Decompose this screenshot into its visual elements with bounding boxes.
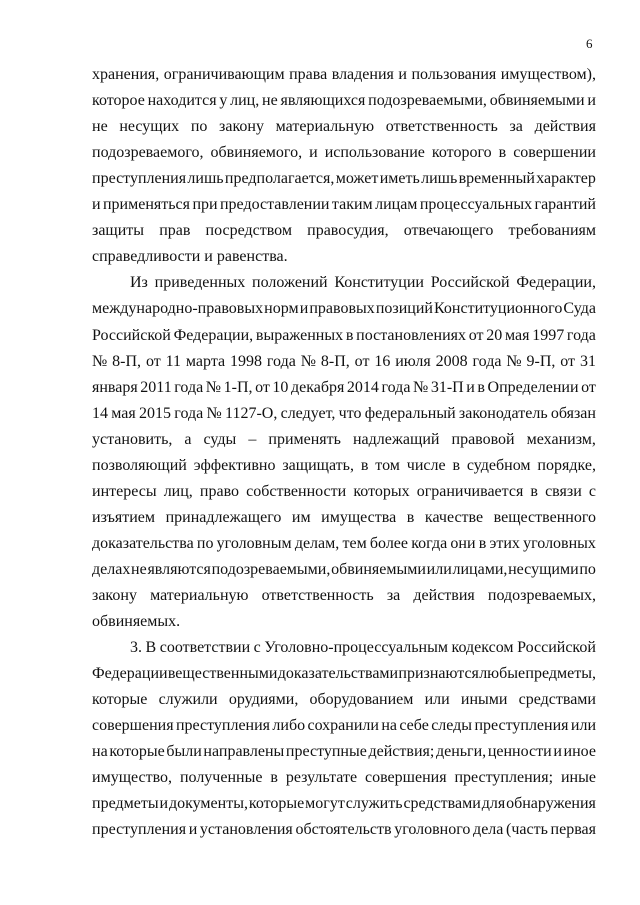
word: применяться <box>102 196 191 214</box>
word: лишь <box>421 170 458 188</box>
word: полученные <box>179 769 263 787</box>
word: на <box>92 743 108 761</box>
word: для <box>481 795 506 813</box>
word: пользования <box>411 66 497 83</box>
word: иными <box>460 691 508 709</box>
word: которого <box>431 144 492 162</box>
word: отвечающего <box>403 222 494 240</box>
word: права <box>289 66 328 83</box>
word: совершения <box>364 769 447 787</box>
text-line <box>92 791 596 817</box>
word: правосудия, <box>307 222 389 240</box>
word: установить, <box>92 430 173 448</box>
word: преступления; <box>454 769 554 787</box>
word: делам, <box>294 534 340 552</box>
word: за <box>386 587 401 604</box>
word: Федерации, <box>516 274 596 292</box>
word: механизм, <box>526 430 596 448</box>
word: 9-П, <box>526 352 556 370</box>
word: № <box>506 352 522 370</box>
word: по <box>579 560 596 578</box>
word: предоставлении <box>219 196 330 214</box>
word: может <box>335 170 379 188</box>
word: и <box>553 743 562 761</box>
word: применять <box>268 430 341 448</box>
word: года <box>566 326 596 344</box>
text-line <box>92 687 596 713</box>
word: в <box>498 144 507 162</box>
word: предполагается, <box>224 170 335 188</box>
word: от <box>468 326 484 344</box>
word: являются <box>147 560 211 578</box>
word: по <box>196 534 214 552</box>
word: ответственность <box>261 587 374 604</box>
text-line <box>92 583 596 609</box>
word: марта <box>185 352 226 370</box>
word: интересы <box>92 482 157 500</box>
text-line <box>92 557 596 583</box>
word: от <box>255 378 270 396</box>
word: собственности <box>246 482 347 500</box>
word: характер <box>536 170 596 188</box>
word: признаются <box>398 665 479 683</box>
word: ценности <box>487 743 552 761</box>
word: надлежащий <box>352 430 440 448</box>
word: на <box>381 717 397 735</box>
word: и <box>299 300 309 318</box>
word: у <box>219 92 228 110</box>
word: судебном <box>466 456 531 474</box>
text-line <box>92 166 596 192</box>
word: уголовного <box>394 821 471 839</box>
word: Конституции <box>334 274 424 292</box>
word: января <box>92 378 138 396</box>
word: 2008 <box>435 352 468 370</box>
word: Российской <box>517 639 596 657</box>
word: процессуальных <box>419 196 533 214</box>
word: иметь <box>379 170 420 188</box>
word: преступления <box>175 717 271 735</box>
word: 1-П, <box>223 378 253 396</box>
word: июля <box>395 352 431 370</box>
word: года <box>381 378 411 396</box>
word: средствами <box>518 691 596 709</box>
word: себе <box>399 717 429 735</box>
word: вещественного <box>493 508 596 526</box>
word: ответственность <box>385 118 498 136</box>
word: вещественными <box>167 665 278 683</box>
word: или <box>570 717 596 735</box>
word: порядке, <box>537 456 596 474</box>
word: закону <box>219 118 264 136</box>
word: Уголовно-процессуальным <box>264 639 448 657</box>
word: тем <box>342 534 367 552</box>
word: мая <box>111 404 136 422</box>
word: при <box>192 196 218 214</box>
word: Российской <box>430 274 510 292</box>
word: в <box>270 769 278 787</box>
word: действия <box>413 587 475 604</box>
word: закону <box>92 587 137 604</box>
word: могут <box>305 795 345 813</box>
word: установления <box>199 821 293 839</box>
word: преступления <box>92 821 187 839</box>
word: не <box>92 118 108 136</box>
text-line <box>92 453 596 479</box>
word: связи <box>545 482 582 500</box>
text-line <box>92 375 596 401</box>
word: имуществом), <box>500 66 596 83</box>
word: которые <box>109 743 165 761</box>
text-line <box>92 739 596 765</box>
word: когда <box>411 534 448 552</box>
word: совершении <box>513 144 596 162</box>
text-line <box>92 140 596 166</box>
word: прав <box>159 222 191 240</box>
word: в <box>452 456 460 474</box>
word: соответствии <box>159 639 251 657</box>
word: имущество, <box>92 769 173 787</box>
word: результате <box>285 769 358 787</box>
word: выраженных <box>255 326 344 344</box>
word: следует, <box>280 404 336 422</box>
word: совершения <box>92 717 174 735</box>
word: обвиняемыми <box>331 560 426 578</box>
word: следы <box>431 717 473 735</box>
word: 2015 <box>139 404 172 422</box>
word: в <box>477 378 485 396</box>
text-line <box>92 114 596 140</box>
word: от <box>145 352 161 370</box>
word: 3. <box>130 639 142 657</box>
word: несущих <box>119 118 180 136</box>
word: международно-правовых <box>92 300 264 318</box>
word: Федерации, <box>173 326 254 344</box>
word: 8-П, <box>320 352 350 370</box>
word: Российской <box>92 326 171 344</box>
word: за <box>509 118 523 136</box>
text-line <box>92 479 596 505</box>
word: и <box>159 795 169 813</box>
word: мая <box>504 326 530 344</box>
word: 11 <box>165 352 182 370</box>
text-line <box>92 661 596 687</box>
word: доказательства <box>92 534 194 552</box>
word: подозреваемыми, <box>368 92 487 110</box>
word: защиты <box>92 222 145 240</box>
word: обязан <box>550 404 596 422</box>
word: с <box>588 482 596 500</box>
word: 2011 <box>140 378 172 396</box>
word: № <box>300 352 316 370</box>
word: в <box>478 534 487 552</box>
word: с <box>253 639 261 657</box>
word: действия; <box>368 743 435 761</box>
word: которые <box>92 691 148 709</box>
word: № <box>412 378 429 396</box>
word: подозреваемыми, <box>211 560 331 578</box>
word: преступления <box>92 170 187 188</box>
word: Суда <box>563 300 596 318</box>
word: ограничивающим <box>163 66 285 83</box>
word: суды <box>203 430 237 448</box>
word: хранения, <box>92 66 160 83</box>
word: или <box>424 691 450 709</box>
word: от <box>560 352 576 370</box>
word: которые <box>248 795 305 813</box>
word: а <box>184 430 192 448</box>
word: уголовным <box>216 534 292 552</box>
word: материальную <box>150 587 249 604</box>
word: декабря <box>290 378 345 396</box>
word: направлены <box>203 743 285 761</box>
word: ограничивается <box>416 482 524 500</box>
word: Из <box>130 274 148 292</box>
word: обвиняемыми <box>489 92 585 110</box>
word: положений <box>252 274 328 292</box>
word: в <box>345 326 354 344</box>
word: – <box>248 430 257 448</box>
word: предметы, <box>525 665 596 683</box>
word: и <box>466 378 475 396</box>
word: не <box>262 92 278 110</box>
word: и <box>309 144 318 162</box>
word: в <box>406 508 415 526</box>
word: находится <box>147 92 217 110</box>
word: лиц, <box>163 482 193 500</box>
word: 1997 <box>532 326 565 344</box>
word: приведенных <box>154 274 246 292</box>
word: преступления <box>474 717 569 735</box>
word: иное <box>563 743 596 761</box>
word: гарантий <box>534 196 596 214</box>
word: года <box>266 352 296 370</box>
text-line <box>92 427 596 453</box>
word: иные <box>560 769 596 787</box>
word: что <box>338 404 362 422</box>
word: от <box>581 378 596 396</box>
word: доказательствами <box>277 665 399 683</box>
word: года <box>174 378 204 396</box>
word: в <box>360 456 369 474</box>
text-line <box>92 765 596 791</box>
word: и <box>398 66 407 83</box>
line-text: справедливости и равенства. <box>92 248 288 266</box>
word: 2014 <box>346 378 379 396</box>
word: Федерации <box>92 665 168 683</box>
text-line <box>92 531 596 557</box>
word: лицами, <box>452 560 508 578</box>
word: посредством <box>205 222 292 240</box>
text-line <box>130 635 596 661</box>
word: предметы <box>92 795 159 813</box>
word: требованиям <box>508 222 596 240</box>
word: Определении <box>487 378 579 396</box>
word: сохранили <box>307 717 379 735</box>
text-line <box>92 349 596 375</box>
word: № <box>206 404 222 422</box>
word: лицам <box>375 196 418 214</box>
word: и <box>188 821 198 839</box>
word: использование <box>324 144 425 162</box>
word: эффективно <box>193 456 276 474</box>
word: являющихся <box>280 92 366 110</box>
text-line <box>92 609 596 635</box>
word: любые <box>479 665 526 683</box>
text-line <box>92 817 596 843</box>
word: кодексом <box>451 639 514 657</box>
word: либо <box>272 717 306 735</box>
text-line <box>92 218 596 244</box>
word: в <box>530 482 538 500</box>
word: деньги, <box>435 743 487 761</box>
text-line <box>92 88 596 114</box>
word: федеральный <box>364 404 456 422</box>
word: числе <box>406 456 446 474</box>
word: владения <box>331 66 394 83</box>
word: 16 <box>374 352 391 370</box>
word: правовых <box>309 300 375 318</box>
word: норм <box>264 300 299 318</box>
word: лиц, <box>230 92 260 110</box>
text-line <box>92 62 596 88</box>
word: материальную <box>275 118 375 136</box>
word: действия <box>534 118 596 136</box>
word: постановлениях <box>356 326 466 344</box>
word: 14 <box>92 404 108 422</box>
word: орудиями, <box>228 691 299 709</box>
word: средствами <box>403 795 481 813</box>
word: том <box>375 456 400 474</box>
word: лишь <box>187 170 224 188</box>
word: (часть <box>506 821 548 839</box>
word: Конституционного <box>434 300 563 318</box>
word: № <box>92 352 108 370</box>
word: оборудованием <box>309 691 414 709</box>
word: 1127-О, <box>225 404 278 422</box>
word: которое <box>92 92 145 110</box>
page-number: 6 <box>586 36 593 51</box>
word: принадлежащего <box>165 508 282 526</box>
word: таким <box>331 196 373 214</box>
word: 31 <box>579 352 596 370</box>
word: позволяющий <box>92 456 187 474</box>
word: или <box>426 560 452 578</box>
word: этих <box>489 534 520 552</box>
text-line <box>92 244 596 270</box>
word: законодатель <box>458 404 548 422</box>
text-line <box>92 713 596 739</box>
word: № <box>205 378 222 396</box>
text-line <box>92 505 596 531</box>
word: позиций <box>375 300 433 318</box>
word: служить <box>345 795 403 813</box>
word: и <box>92 196 101 214</box>
line-text: обвиняемых. <box>92 613 181 631</box>
word: 8-П, <box>112 352 142 370</box>
word: имущества <box>321 508 397 526</box>
word: делах <box>92 560 131 578</box>
word: первая <box>550 821 596 839</box>
word: изъятием <box>92 508 156 526</box>
word: защищать, <box>282 456 354 474</box>
word: документы, <box>168 795 248 813</box>
word: обвиняемого, <box>210 144 303 162</box>
word: право <box>199 482 240 500</box>
word: не <box>131 560 147 578</box>
word: уголовных <box>523 534 596 552</box>
word: они <box>450 534 476 552</box>
word: были <box>166 743 202 761</box>
text-line <box>130 270 596 296</box>
word: подозреваемого, <box>92 144 204 162</box>
word: В <box>145 639 157 657</box>
word: временный <box>458 170 535 188</box>
word: качестве <box>424 508 484 526</box>
text-line <box>92 401 596 427</box>
word: года <box>174 404 204 422</box>
word: обстоятельств <box>295 821 392 839</box>
word: преступные <box>285 743 367 761</box>
word: 10 <box>272 378 289 396</box>
word: обнаружения <box>506 795 596 813</box>
text-line <box>92 296 596 322</box>
word: служили <box>158 691 218 709</box>
word: года <box>472 352 502 370</box>
word: дела <box>473 821 504 839</box>
text-line <box>92 192 596 218</box>
word: и <box>587 92 596 110</box>
word: несущими <box>508 560 579 578</box>
word: от <box>354 352 370 370</box>
word: 20 <box>486 326 503 344</box>
word: подозреваемых, <box>487 587 596 604</box>
word: более <box>369 534 409 552</box>
word: по <box>190 118 208 136</box>
word: им <box>291 508 311 526</box>
word: 1998 <box>230 352 262 370</box>
word: которых <box>353 482 410 500</box>
word: правовой <box>451 430 515 448</box>
word: 31-П <box>430 378 464 396</box>
text-line <box>92 323 596 349</box>
